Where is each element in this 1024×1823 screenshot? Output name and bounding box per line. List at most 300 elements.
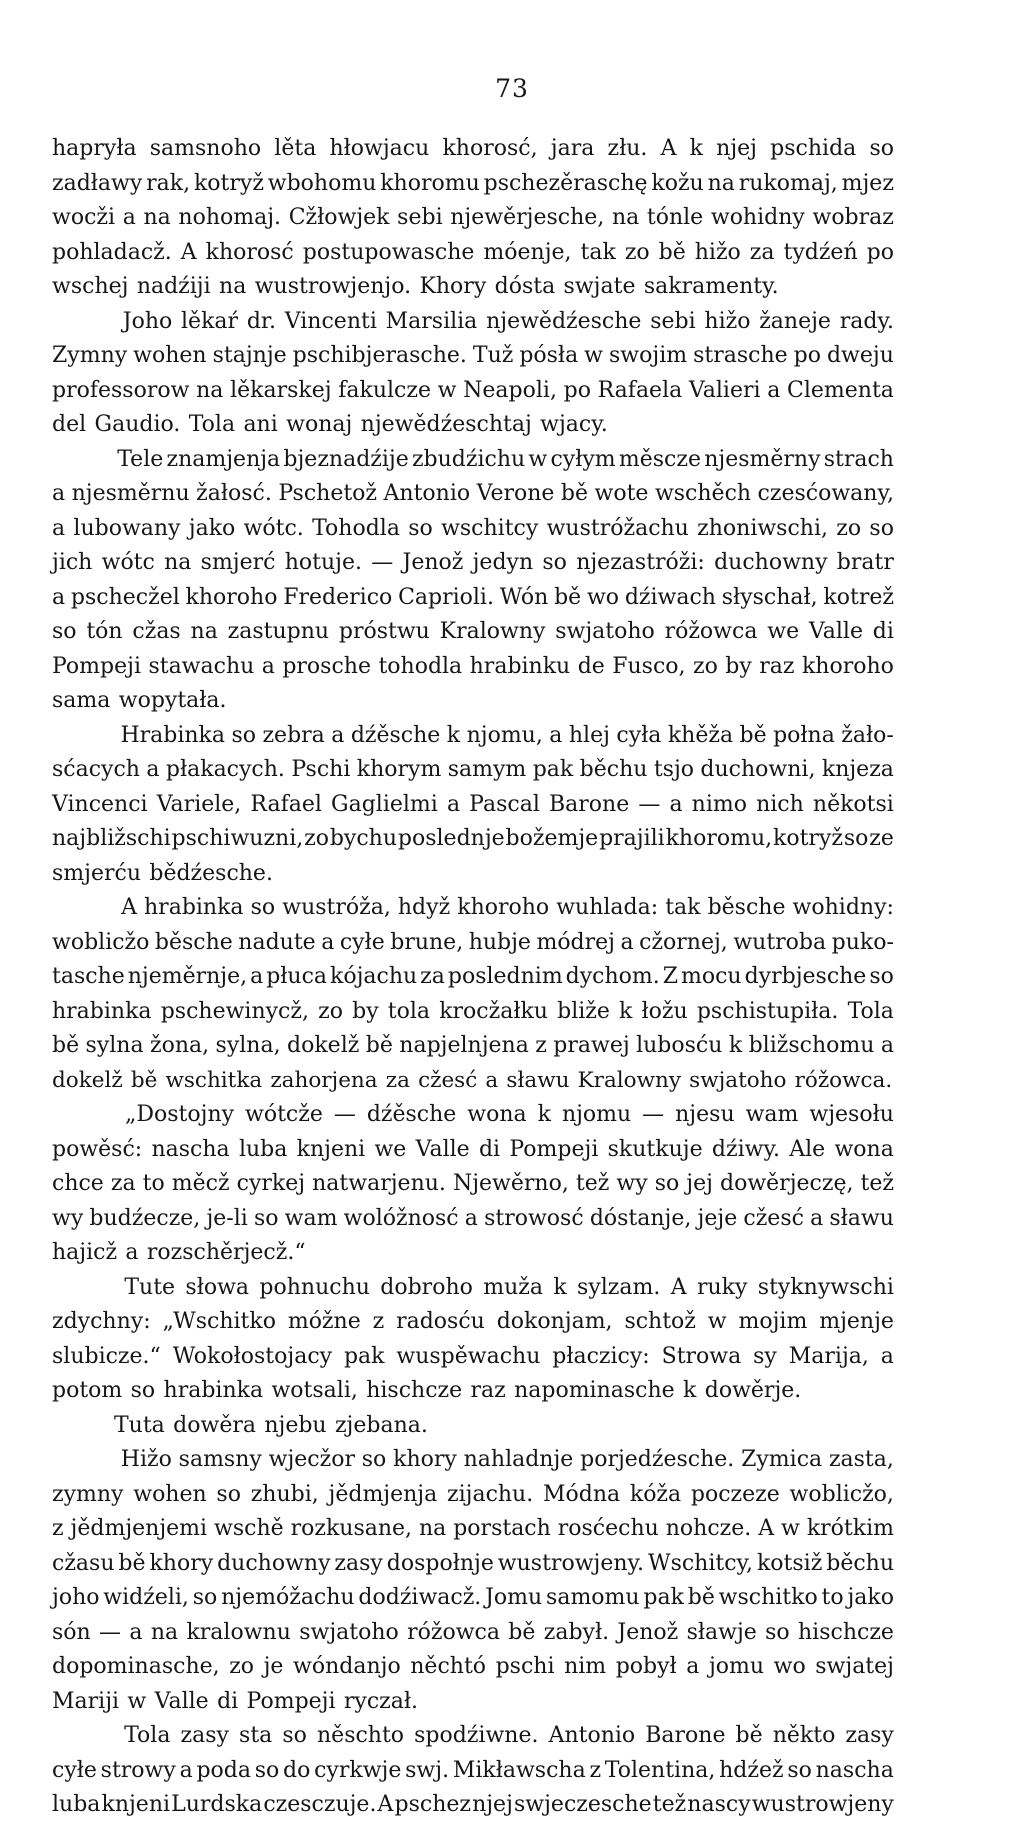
word: di	[872, 619, 894, 644]
word: —	[638, 791, 661, 817]
word: del	[52, 412, 87, 437]
text-line	[52, 891, 894, 926]
word: na	[707, 170, 735, 196]
word: wuhlada:	[556, 895, 659, 920]
word: Jomu	[485, 1585, 543, 1610]
word: Tola	[124, 1723, 171, 1748]
word: Kralowny	[577, 1067, 681, 1093]
text-line	[52, 684, 894, 719]
word: brune,	[390, 929, 464, 955]
word: hubje	[468, 929, 531, 955]
word: swjatej	[815, 1654, 894, 1679]
word: wjacy.	[540, 412, 608, 437]
word: tež	[652, 1792, 687, 1817]
text-line	[52, 339, 894, 374]
word: lubosću	[636, 1033, 723, 1058]
word: běchu	[826, 1550, 894, 1576]
word: nascha	[815, 1757, 894, 1783]
word: by	[352, 998, 379, 1024]
word: něschto	[317, 1723, 405, 1748]
word: Neapoli,	[463, 377, 557, 403]
word: pósła	[519, 343, 579, 368]
word: Ale	[789, 1136, 826, 1162]
word: —	[99, 1619, 122, 1645]
word: Z	[662, 964, 679, 989]
word: wocži	[52, 205, 116, 230]
word: za	[749, 239, 775, 265]
word: hrabinka	[163, 1378, 264, 1403]
word: rozschěrjecž.“	[146, 1240, 306, 1265]
word: Clementa	[787, 377, 894, 403]
word: sebi	[650, 308, 696, 334]
word: kotrež	[823, 584, 894, 610]
word: so	[408, 515, 433, 541]
word: zebra	[262, 722, 325, 748]
word: pak	[643, 1585, 684, 1610]
word: pak	[532, 757, 574, 782]
word: bě	[118, 1550, 146, 1576]
word: lěkaŕ	[181, 308, 239, 334]
word: porjedźesche.	[580, 1447, 735, 1472]
word: zijachu.	[447, 1481, 534, 1507]
word: a	[146, 757, 160, 782]
word: de	[577, 653, 605, 679]
word: złu.	[607, 136, 648, 161]
word: a	[810, 1205, 824, 1231]
word: khoromu,	[665, 826, 773, 851]
word: Valle	[415, 1136, 470, 1162]
word: znamjenja	[166, 446, 281, 472]
word: swj.	[405, 1757, 450, 1783]
word: k	[446, 722, 461, 748]
text-line	[52, 1443, 894, 1478]
word: sama	[52, 688, 111, 713]
word: Zymny	[52, 343, 128, 368]
word: swjate	[563, 274, 636, 299]
word: samsny	[178, 1447, 262, 1472]
word: krótkim	[806, 1516, 894, 1541]
word: sylna	[85, 1033, 144, 1058]
word: woblicžo	[52, 929, 150, 955]
word: Jenož	[402, 550, 464, 575]
word: njewěrjesche,	[450, 205, 605, 230]
word: wóndanjo	[293, 1654, 401, 1679]
word: na	[196, 377, 224, 403]
word: na	[164, 550, 192, 575]
word: kožu	[651, 170, 704, 196]
word: wschěch	[654, 481, 752, 506]
word: wustróža,	[282, 895, 391, 920]
word: a	[179, 1757, 193, 1783]
word: kóža	[629, 1481, 682, 1507]
word: Valle	[154, 1688, 209, 1714]
word: bě	[508, 1619, 536, 1645]
word: A	[660, 136, 677, 161]
word: dr.	[246, 308, 276, 334]
text-line	[52, 1581, 894, 1616]
word: knjeni	[296, 1136, 366, 1162]
word: Barone	[645, 1723, 726, 1748]
word: a	[880, 1033, 894, 1058]
word: dokonjam,	[496, 1309, 613, 1334]
text-line	[52, 1719, 894, 1754]
word: Mikławscha	[452, 1757, 586, 1783]
text-line	[52, 1029, 894, 1064]
word: ryczał.	[343, 1688, 418, 1714]
word: sylna,	[215, 1033, 281, 1058]
word: spodźiwne.	[414, 1723, 539, 1748]
word: sakramenty.	[643, 274, 779, 299]
word: po	[793, 343, 821, 368]
word: dźiwy.	[711, 1136, 780, 1162]
word: wy	[616, 1171, 648, 1196]
word: žało-	[841, 722, 894, 748]
word: Marsilia	[385, 308, 478, 334]
word: zdychny:	[52, 1309, 151, 1334]
word: dowěra	[173, 1412, 256, 1438]
word: kotsiž	[756, 1550, 823, 1576]
word: a	[549, 722, 563, 748]
word: hapryła	[52, 136, 137, 161]
word: Tuta	[114, 1412, 165, 1438]
word: lěta	[274, 136, 317, 161]
text-line	[52, 443, 894, 478]
word: bychu	[329, 826, 398, 851]
word: nascha	[151, 1136, 230, 1162]
word: płakacych.	[165, 757, 285, 782]
word: za	[420, 964, 445, 989]
text-line	[52, 719, 894, 754]
word: słyschał,	[721, 584, 818, 610]
word: tola	[387, 998, 431, 1024]
word: mojim	[738, 1309, 808, 1334]
word: samomu	[546, 1585, 640, 1610]
word: „Wschitko	[162, 1309, 276, 1334]
word: za	[110, 1171, 136, 1196]
word: bě	[130, 1067, 158, 1093]
text-line	[52, 1409, 894, 1444]
word: a	[767, 377, 781, 403]
word: dyrbjesche	[744, 964, 867, 989]
word: jich	[52, 550, 93, 575]
word: hižo	[704, 308, 751, 334]
word: ze	[869, 826, 894, 851]
word: strach	[823, 446, 894, 472]
word: cžesć	[418, 1067, 478, 1093]
word: wótcže	[245, 1102, 323, 1127]
word: potom	[52, 1378, 123, 1403]
word: rak,	[146, 170, 191, 196]
word: smjerću	[52, 860, 141, 886]
word: bě	[739, 722, 767, 748]
word: Wón	[499, 584, 549, 610]
word: khory	[149, 1550, 214, 1576]
word: dokelž	[287, 1033, 360, 1058]
text-line	[52, 477, 894, 512]
word: Tohodla	[312, 515, 400, 541]
word: knjeza	[821, 757, 894, 782]
word: wutroba	[733, 929, 827, 955]
word: Pascal	[469, 791, 540, 817]
word: zasy	[845, 1723, 894, 1748]
word: na	[143, 205, 171, 230]
word: sta	[239, 1723, 273, 1748]
word: rady.	[839, 308, 894, 334]
text-line	[52, 1616, 894, 1651]
word: jedyn	[472, 550, 534, 575]
word: —	[333, 1102, 356, 1127]
word: mjenje	[819, 1309, 894, 1334]
word: dobroho	[380, 1274, 473, 1300]
word: žona,	[150, 1033, 210, 1058]
word: Tola	[188, 412, 236, 437]
word: njeměrnje,	[127, 964, 248, 989]
text-line	[52, 1133, 894, 1168]
text-line	[52, 236, 894, 271]
word: móžne	[287, 1309, 361, 1334]
word: zasy	[334, 1550, 383, 1576]
word: bědźesche.	[149, 860, 273, 886]
word: na	[418, 1516, 447, 1541]
word: schtož	[624, 1309, 696, 1334]
word: rosćechu	[557, 1516, 659, 1541]
word: w	[437, 377, 457, 403]
word: na	[150, 1619, 179, 1645]
word: wuspěwachu	[396, 1343, 541, 1369]
word: tak	[665, 895, 701, 920]
word: dospołnje	[386, 1550, 494, 1576]
word: božemje	[505, 826, 599, 851]
word: prawej	[553, 1033, 630, 1058]
word: slubicze.“	[52, 1343, 161, 1369]
word: nahladnje	[463, 1447, 574, 1472]
word: Frederico	[283, 584, 393, 610]
word: njej	[716, 136, 757, 161]
word: „Dostojny	[124, 1102, 235, 1127]
word: wustrowjenjo.	[254, 274, 412, 299]
word: wustrowjeny.	[497, 1550, 645, 1576]
word: a	[880, 1343, 894, 1369]
word: postupowasche	[302, 239, 475, 265]
word: dźěsche	[366, 1102, 457, 1127]
word: zjebana.	[334, 1412, 428, 1438]
word: Khory	[419, 274, 487, 299]
word: dokelž	[52, 1067, 123, 1093]
word: widźeli,	[103, 1585, 189, 1610]
word: z	[52, 1516, 64, 1541]
word: so	[250, 895, 276, 920]
word: měcž	[171, 1171, 230, 1196]
word: po	[866, 239, 894, 265]
word: wschitka	[165, 1067, 263, 1093]
text-line	[52, 201, 894, 236]
page-number: 73	[495, 74, 529, 103]
word: zadławy	[52, 170, 143, 196]
word: a	[122, 205, 136, 230]
word: A	[670, 1274, 687, 1300]
word: skutkuje	[607, 1136, 703, 1162]
word: pohladacž.	[52, 239, 172, 265]
word: so	[869, 136, 894, 161]
word: wam	[745, 1102, 799, 1127]
text-line	[52, 650, 894, 685]
word: zo	[624, 239, 650, 265]
word: a	[250, 964, 264, 989]
word: a	[52, 515, 66, 541]
word: swojim	[609, 343, 688, 368]
word: bě	[365, 1033, 393, 1058]
word: zasta,	[828, 1447, 894, 1472]
word: sylzam.	[577, 1274, 661, 1300]
text-line	[52, 1271, 894, 1306]
word: pschecžel	[70, 584, 180, 610]
word: njebu	[264, 1412, 327, 1438]
word: hischcze	[798, 1619, 894, 1645]
word: khoroho	[457, 895, 550, 920]
word: muža	[483, 1274, 543, 1300]
word: wbohomu	[267, 170, 377, 196]
word: njomu,	[466, 722, 543, 748]
word: hrabinka	[144, 895, 244, 920]
text-line	[52, 408, 894, 443]
word: wo	[773, 1654, 806, 1679]
word: běsche	[154, 929, 233, 955]
word: stajnje	[212, 343, 287, 368]
word: nohomaj.	[178, 205, 282, 230]
word: a	[446, 791, 461, 817]
word: próstwu	[338, 619, 430, 644]
word: zbudźichu	[411, 446, 526, 472]
word: khorym	[356, 757, 442, 782]
text-line	[52, 132, 894, 167]
word: jomu	[708, 1654, 765, 1679]
word: natwarjenu.	[312, 1171, 446, 1196]
word: lěkarskej	[230, 377, 332, 403]
text-line	[52, 1305, 894, 1340]
word: hižo	[694, 239, 741, 265]
word: pschida	[770, 136, 857, 161]
word: dodźiwacž.	[358, 1585, 482, 1610]
word: někto	[772, 1723, 836, 1748]
word: a	[485, 1067, 499, 1093]
word: wam	[284, 1205, 338, 1231]
word: zo	[693, 653, 718, 679]
word: cžornej,	[639, 929, 728, 955]
word: so	[282, 1723, 307, 1748]
text-line	[52, 960, 894, 995]
word: lubowany	[73, 515, 181, 541]
word: sebi	[397, 205, 443, 230]
word: cžesć	[743, 1205, 804, 1231]
word: zhubi,	[250, 1481, 319, 1507]
text-line	[52, 374, 894, 409]
word: zahorjena	[270, 1067, 378, 1093]
word: Caprioli.	[398, 584, 494, 610]
word: tón	[86, 619, 123, 644]
word: zo	[229, 1654, 255, 1679]
word: sławu	[506, 1067, 570, 1093]
word: njemóžachu	[221, 1585, 355, 1610]
word: strasche	[693, 343, 788, 368]
word: sy	[753, 1343, 777, 1369]
word: A	[180, 239, 197, 265]
word: chce	[52, 1171, 104, 1196]
text-line	[52, 615, 894, 650]
word: poslednim	[447, 964, 563, 989]
word: luba	[52, 1792, 101, 1817]
word: Gaglielmi	[331, 791, 438, 817]
word: dósta	[494, 274, 556, 299]
word: so	[130, 1378, 156, 1403]
word: Módna	[542, 1481, 621, 1507]
word: wohidny:	[792, 895, 894, 920]
word: knjeni	[101, 1792, 171, 1817]
word: bliže	[557, 998, 610, 1024]
word: tež	[860, 1171, 894, 1196]
word: žałosć.	[196, 481, 272, 506]
word: a	[52, 584, 66, 610]
word: bratr	[836, 550, 894, 575]
word: so	[542, 550, 567, 575]
word: khory	[393, 1447, 457, 1472]
word: samym	[447, 757, 527, 782]
word: radosću	[396, 1309, 485, 1334]
word: bě	[554, 584, 582, 610]
word: słowa	[185, 1274, 250, 1300]
word: to	[142, 1171, 165, 1196]
word: so	[765, 1619, 790, 1645]
word: so	[192, 1585, 218, 1610]
word: zabył.	[543, 1619, 610, 1645]
word: pobył	[615, 1654, 677, 1679]
word: pohnuchu	[259, 1274, 370, 1300]
word: a	[669, 791, 683, 817]
word: k	[553, 1274, 567, 1300]
word: nadźiji	[136, 274, 211, 299]
text-line	[52, 995, 894, 1030]
word: wona	[467, 1102, 527, 1127]
word: hajicž	[52, 1240, 118, 1265]
word: njomu	[561, 1102, 632, 1127]
word: a	[464, 1205, 478, 1231]
word: dweju	[826, 343, 894, 368]
word: pschi	[495, 1654, 555, 1679]
word: pschez	[394, 1792, 471, 1817]
word: so	[869, 964, 894, 989]
word: wo	[586, 584, 620, 610]
word: we	[767, 619, 800, 644]
text-line	[52, 1236, 894, 1271]
text-line	[52, 926, 894, 961]
word: a	[52, 481, 66, 506]
word: njesu	[675, 1102, 735, 1127]
text-line	[52, 1340, 894, 1375]
word: nadute	[238, 929, 316, 955]
word: professorow	[52, 377, 190, 403]
word: so	[216, 1481, 241, 1507]
word: duchowny	[714, 550, 828, 575]
text-line	[52, 822, 894, 857]
body-text	[52, 132, 894, 1823]
word: Pschetož	[278, 481, 378, 506]
word: Vincenti	[284, 308, 377, 334]
word: tsjo	[653, 757, 695, 782]
word: so	[843, 826, 869, 851]
text-line	[52, 546, 894, 581]
word: kotryž	[773, 826, 843, 851]
word: jědmjenja	[328, 1481, 438, 1507]
word: tydźeń	[783, 239, 858, 265]
